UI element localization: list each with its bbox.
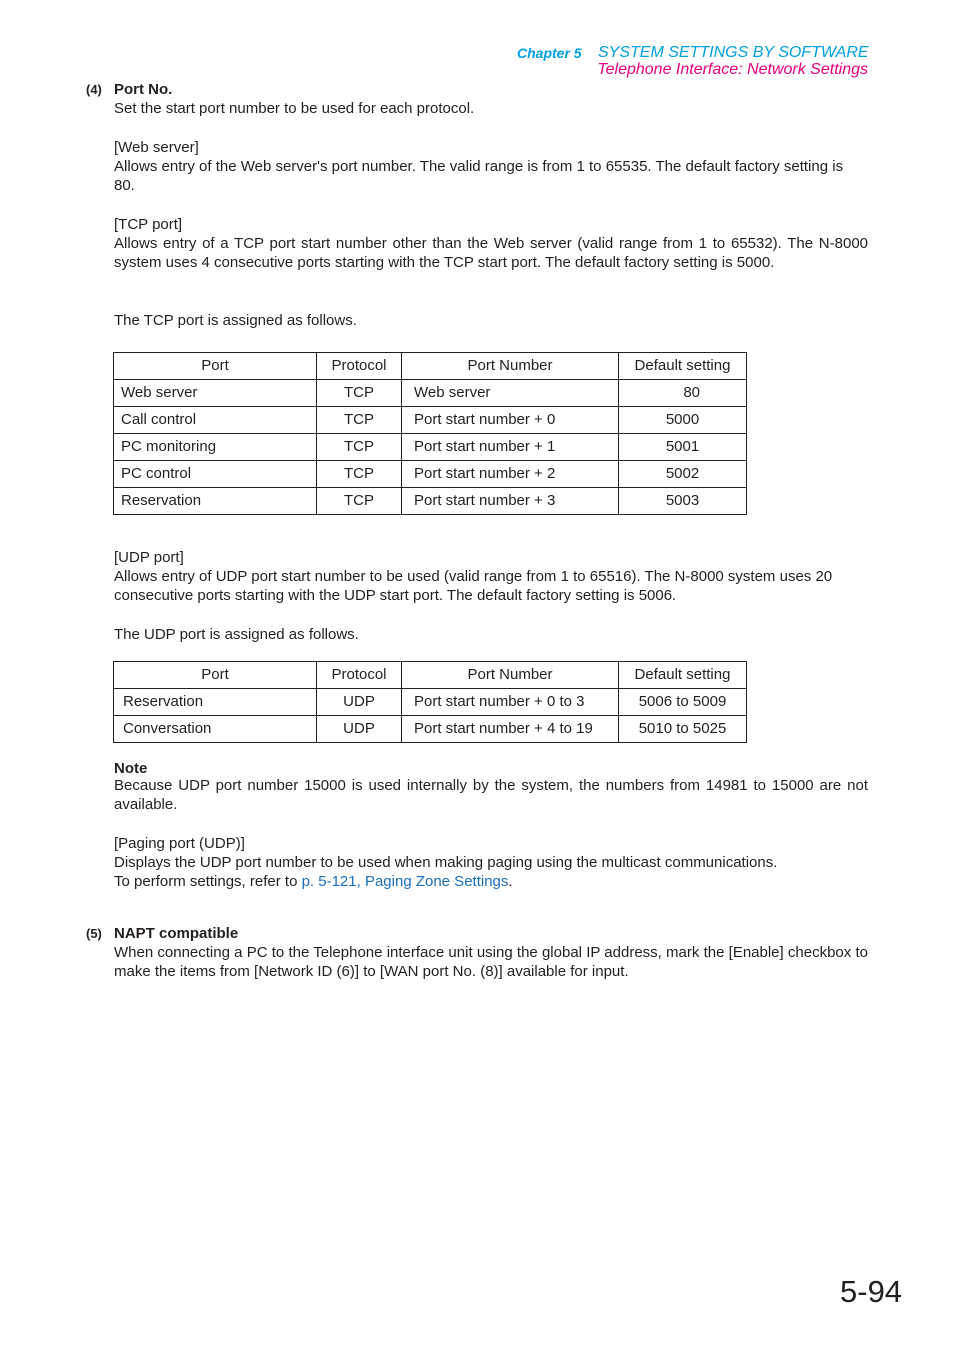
tcp-port-heading: [TCP port] bbox=[114, 216, 183, 233]
cell-port-number: Port start number + 4 to 19 bbox=[402, 716, 619, 743]
header-default-setting: Default setting bbox=[619, 353, 747, 380]
paging-ref-suffix: . bbox=[508, 873, 513, 890]
table-row bbox=[114, 689, 747, 716]
udp-port-heading: [UDP port] bbox=[114, 549, 184, 566]
udp-assign-text: The UDP port is assigned as follows. bbox=[114, 626, 359, 643]
web-server-text: Allows entry of the Web server's port number. The valid range is from 1 to 65535. The default factory setting is 80. bbox=[114, 158, 844, 194]
section-4-number: (4) bbox=[86, 82, 102, 97]
port-intro: Set the start port number to be used for each protocol. bbox=[114, 100, 475, 117]
udp-port-table bbox=[113, 661, 747, 743]
cell-default: 5003 bbox=[619, 488, 747, 515]
header-port-number: Port Number bbox=[402, 662, 619, 689]
paging-reference bbox=[114, 872, 868, 891]
cell-protocol: TCP bbox=[317, 434, 402, 461]
cell-port-number: Port start number + 1 bbox=[402, 434, 619, 461]
cell-default: 5000 bbox=[619, 407, 747, 434]
napt-text: When connecting a PC to the Telephone interface unit using the global IP address, mark the [Enable] checkbox to make the items from [Network ID (6)] to [WAN port No. (8)] available for input. bbox=[114, 944, 868, 980]
section-subtitle: Telephone Interface: Network Settings bbox=[597, 61, 868, 78]
cell-default: 80 bbox=[619, 380, 747, 407]
web-server-heading: [Web server] bbox=[114, 139, 199, 156]
paging-port-text: Displays the UDP port number to be used when making paging using the multicast communications. bbox=[114, 854, 778, 871]
cell-protocol: TCP bbox=[317, 407, 402, 434]
cell-default: 5006 to 5009 bbox=[619, 689, 747, 716]
cell-port-number: Port start number + 3 bbox=[402, 488, 619, 515]
table-row bbox=[114, 407, 747, 434]
cell-default: 5001 bbox=[619, 434, 747, 461]
paging-ref-prefix: To perform settings, refer to bbox=[114, 873, 302, 890]
paging-zone-settings-link[interactable]: p. 5-121, Paging Zone Settings bbox=[301, 873, 509, 890]
header-default-setting: Default setting bbox=[619, 662, 747, 689]
cell-port-number: Web server bbox=[402, 380, 619, 407]
cell-port: PC monitoring bbox=[114, 434, 317, 461]
table-row bbox=[114, 488, 747, 515]
paging-port-heading: [Paging port (UDP)] bbox=[114, 835, 245, 852]
table-header-row bbox=[114, 662, 747, 689]
cell-protocol: TCP bbox=[317, 461, 402, 488]
cell-port: Reservation bbox=[114, 689, 317, 716]
cell-protocol: TCP bbox=[317, 380, 402, 407]
cell-protocol: UDP bbox=[317, 689, 402, 716]
table-row bbox=[114, 380, 747, 407]
header-port-number: Port Number bbox=[402, 353, 619, 380]
section-5-title: NAPT compatible bbox=[114, 925, 239, 942]
cell-port-number: Port start number + 0 bbox=[402, 407, 619, 434]
section-4-title: Port No. bbox=[114, 81, 173, 98]
header-port: Port bbox=[114, 662, 317, 689]
note-title: Note bbox=[114, 760, 148, 777]
page-number: 5-94 bbox=[840, 1274, 903, 1309]
tcp-assign-text: The TCP port is assigned as follows. bbox=[114, 312, 357, 329]
cell-port-number: Port start number + 2 bbox=[402, 461, 619, 488]
cell-default: 5002 bbox=[619, 461, 747, 488]
cell-port: Reservation bbox=[114, 488, 317, 515]
cell-port: Web server bbox=[114, 380, 317, 407]
cell-port: PC control bbox=[114, 461, 317, 488]
chapter-title: SYSTEM SETTINGS BY SOFTWARE bbox=[598, 44, 869, 61]
note-text: Because UDP port number 15000 is used internally by the system, the numbers from 14981 to 15000 are not available. bbox=[114, 777, 868, 813]
table-header-row bbox=[114, 353, 747, 380]
header-protocol: Protocol bbox=[317, 353, 402, 380]
cell-port-number: Port start number + 0 to 3 bbox=[402, 689, 619, 716]
header-port: Port bbox=[114, 353, 317, 380]
tcp-port-text: Allows entry of a TCP port start number other than the Web server (valid range from 1 to 65532). The N-8000 system uses 4 consecutive ports starting with the TCP start port. The default factory setting is 5000. bbox=[114, 235, 868, 271]
cell-port: Conversation bbox=[114, 716, 317, 743]
udp-port-text: Allows entry of UDP port start number to be used (valid range from 1 to 65516). The N-8000 system uses 20 consecutive ports starting with the UDP start port. The default factory setting is 5006. bbox=[114, 568, 833, 604]
chapter-label: Chapter 5 bbox=[517, 45, 582, 61]
table-row bbox=[114, 716, 747, 743]
cell-protocol: TCP bbox=[317, 488, 402, 515]
cell-protocol: UDP bbox=[317, 716, 402, 743]
header-protocol: Protocol bbox=[317, 662, 402, 689]
cell-port: Call control bbox=[114, 407, 317, 434]
section-5-number: (5) bbox=[86, 926, 102, 941]
table-row bbox=[114, 461, 747, 488]
cell-default: 5010 to 5025 bbox=[619, 716, 747, 743]
tcp-port-table bbox=[113, 352, 747, 515]
table-row bbox=[114, 434, 747, 461]
